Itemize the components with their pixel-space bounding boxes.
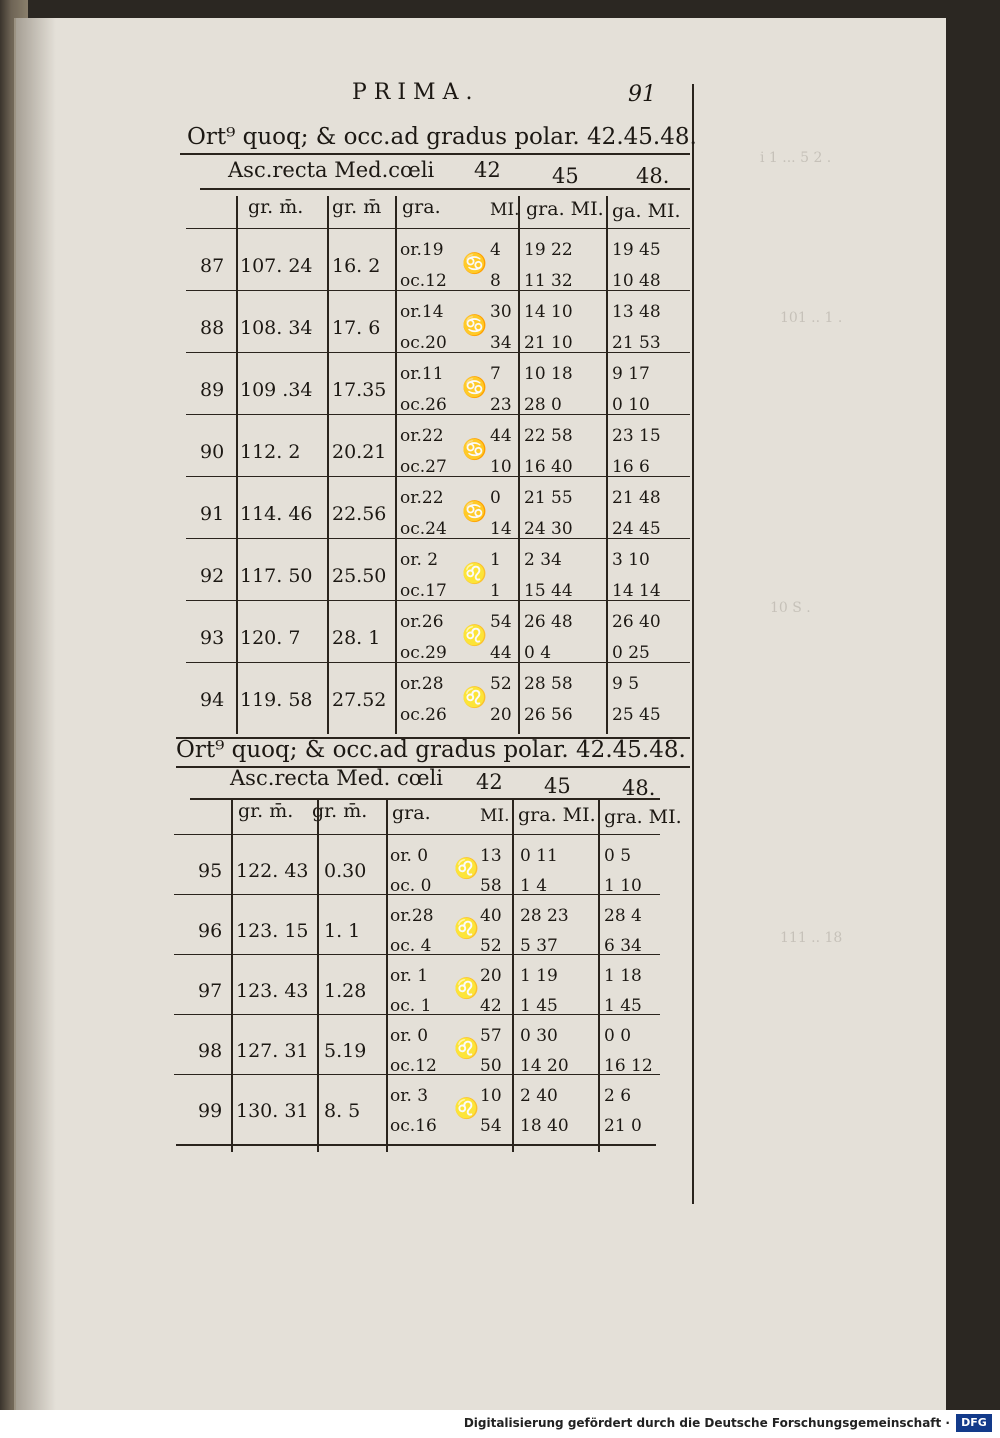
table2-subtitle-p2: 45: [544, 774, 571, 798]
ascensio-recta-value: 122. 43: [236, 860, 309, 882]
occasus-minutes: 20: [490, 705, 512, 725]
row-degree: 87: [200, 255, 225, 277]
row-degree: 98: [198, 1040, 223, 1062]
occasus-label: oc.27: [400, 457, 447, 477]
ascensio-recta-value: 120. 7: [240, 627, 301, 649]
polar48-occasus: 16 6: [612, 457, 650, 477]
table1-col-rule: [518, 196, 520, 734]
polar45-occasus: 1 4: [520, 876, 548, 896]
polar45-occasus: 28 0: [524, 395, 562, 415]
zodiac-sign-glyph: ♋: [462, 375, 487, 399]
table2-col-rule: [386, 798, 388, 1152]
table1-subtitle-p3: 48.: [636, 164, 670, 188]
table1-title-rule: [180, 153, 690, 155]
ortus-minutes: 7: [490, 364, 501, 384]
polar45-occasus: 24 30: [524, 519, 573, 539]
ascensio-recta-value: 114. 46: [240, 503, 313, 525]
ortus-label: or.28: [400, 674, 444, 694]
ascensio-recta-value: 127. 31: [236, 1040, 309, 1062]
table1-subtitle-p2: 45: [552, 164, 579, 188]
ortus-label: or. 0: [390, 846, 429, 866]
ortus-label: or. 1: [390, 966, 429, 986]
ortus-minutes: 57: [480, 1026, 502, 1046]
ascensio-recta-value: 119. 58: [240, 689, 313, 711]
polar45-ortus: 22 58: [524, 426, 573, 446]
row-degree: 97: [198, 980, 223, 1002]
table2-col-rule: [598, 798, 600, 1152]
table1-col-header: gr. m̄.: [248, 196, 304, 218]
table-row-rule: [186, 662, 690, 663]
table2-col-header: gra.: [392, 802, 431, 824]
digitization-footer: [0, 1410, 1000, 1438]
row-degree: 95: [198, 860, 223, 882]
medium-coeli-value: 8. 5: [324, 1100, 361, 1122]
row-degree: 92: [200, 565, 225, 587]
medium-coeli-value: 17.35: [332, 379, 387, 401]
polar45-ortus: 14 10: [524, 302, 573, 322]
polar45-occasus: 5 37: [520, 936, 558, 956]
table-row-rule: [186, 414, 690, 415]
polar45-ortus: 10 18: [524, 364, 573, 384]
zodiac-sign-glyph: ♌: [454, 916, 479, 940]
polar45-occasus: 18 40: [520, 1116, 569, 1136]
occasus-minutes: 8: [490, 271, 501, 291]
occasus-label: oc.26: [400, 395, 447, 415]
polar45-occasus: 0 4: [524, 643, 552, 663]
table1-col-header: gra. MI.: [526, 198, 604, 220]
table-row-rule: [186, 352, 690, 353]
ascensio-recta-value: 117. 50: [240, 565, 313, 587]
polar45-occasus: 21 10: [524, 333, 573, 353]
ascensio-recta-value: 108. 34: [240, 317, 313, 339]
polar48-ortus: 19 45: [612, 240, 661, 260]
occasus-minutes: 52: [480, 936, 502, 956]
polar48-ortus: 21 48: [612, 488, 661, 508]
table-row-rule: [174, 1014, 660, 1015]
table2-col-header: gra. MI.: [604, 806, 682, 828]
ascensio-recta-value: 109 .34: [240, 379, 313, 401]
zodiac-sign-glyph: ♌: [454, 1096, 479, 1120]
medium-coeli-value: 27.52: [332, 689, 387, 711]
occasus-label: oc.29: [400, 643, 447, 663]
zodiac-sign-glyph: ♋: [462, 437, 487, 461]
ortus-minutes: 52: [490, 674, 512, 694]
zodiac-sign-glyph: ♋: [462, 251, 487, 275]
table2-subtitle-asc: Asc.recta Med. cœli: [230, 766, 443, 790]
polar48-occasus: 21 53: [612, 333, 661, 353]
page-border-right: [692, 84, 694, 1204]
ascensio-recta-value: 112. 2: [240, 441, 301, 463]
table2-title: Ort⁹ quoq; & occ.ad gradus polar. 42.45.48.: [176, 737, 686, 763]
polar48-occasus: 0 10: [612, 395, 650, 415]
polar48-ortus: 0 0: [604, 1026, 632, 1046]
polar48-ortus: 28 4: [604, 906, 642, 926]
page-number: 91: [628, 82, 656, 107]
footer-credit: Digitalisierung gefördert durch die Deutsche Forschungsgemeinschaft ·: [463, 1416, 950, 1430]
ortus-minutes: 44: [490, 426, 512, 446]
table2-col-rule: [512, 798, 514, 1152]
polar45-occasus: 15 44: [524, 581, 573, 601]
row-degree: 88: [200, 317, 225, 339]
table-row-rule: [174, 834, 660, 835]
ortus-minutes: 13: [480, 846, 502, 866]
occasus-label: oc.12: [390, 1056, 437, 1076]
ortus-minutes: 20: [480, 966, 502, 986]
medium-coeli-value: 1.28: [324, 980, 367, 1002]
row-degree: 91: [200, 503, 225, 525]
table1-col-header: ga. MI.: [612, 200, 681, 222]
polar45-ortus: 1 19: [520, 966, 558, 986]
polar48-occasus: 21 0: [604, 1116, 642, 1136]
polar45-occasus: 16 40: [524, 457, 573, 477]
polar45-occasus: 1 45: [520, 996, 558, 1016]
polar45-ortus: 0 30: [520, 1026, 558, 1046]
occasus-minutes: 23: [490, 395, 512, 415]
table-row-rule: [186, 476, 690, 477]
ortus-label: or.26: [400, 612, 444, 632]
occasus-minutes: 50: [480, 1056, 502, 1076]
table-row-rule: [186, 538, 690, 539]
medium-coeli-value: 20.21: [332, 441, 387, 463]
polar45-ortus: 28 23: [520, 906, 569, 926]
polar48-ortus: 0 5: [604, 846, 632, 866]
ortus-minutes: 4: [490, 240, 501, 260]
ortus-minutes: 30: [490, 302, 512, 322]
table2-subtitle-p1: 42: [476, 770, 503, 794]
polar48-ortus: 3 10: [612, 550, 650, 570]
ortus-minutes: 1: [490, 550, 501, 570]
table1-col-rule: [327, 196, 329, 734]
polar45-ortus: 2 34: [524, 550, 562, 570]
ortus-label: or.22: [400, 488, 444, 508]
polar48-occasus: 10 48: [612, 271, 661, 291]
polar48-ortus: 26 40: [612, 612, 661, 632]
medium-coeli-value: 5.19: [324, 1040, 367, 1062]
table2-col-header: gra. MI.: [518, 804, 596, 826]
table2-col-header: gr. m̄.: [238, 800, 294, 822]
occasus-minutes: 54: [480, 1116, 502, 1136]
polar45-occasus: 26 56: [524, 705, 573, 725]
table-row-rule: [186, 228, 690, 229]
ortus-label: or.28: [390, 906, 434, 926]
zodiac-sign-glyph: ♌: [454, 976, 479, 1000]
table2-subtitle-p3: 48.: [622, 776, 656, 800]
table1-subtitle-p1: 42: [474, 158, 501, 182]
occasus-label: oc. 4: [390, 936, 432, 956]
occasus-label: oc.16: [390, 1116, 437, 1136]
bleed-through-text: 10 S .: [770, 600, 811, 616]
polar48-occasus: 16 12: [604, 1056, 653, 1076]
medium-coeli-value: 1. 1: [324, 920, 361, 942]
polar45-occasus: 14 20: [520, 1056, 569, 1076]
ortus-label: or. 3: [390, 1086, 429, 1106]
row-degree: 90: [200, 441, 225, 463]
polar45-ortus: 0 11: [520, 846, 558, 866]
table-row-rule: [174, 954, 660, 955]
polar48-ortus: 9 17: [612, 364, 650, 384]
medium-coeli-value: 17. 6: [332, 317, 381, 339]
table1-title: Ort⁹ quoq; & occ.ad gradus polar. 42.45.48.: [187, 124, 697, 150]
ortus-minutes: 54: [490, 612, 512, 632]
table2-col-header: gr. m̄.: [312, 800, 368, 822]
polar45-ortus: 26 48: [524, 612, 573, 632]
zodiac-sign-glyph: ♋: [462, 313, 487, 337]
medium-coeli-value: 25.50: [332, 565, 387, 587]
bleed-through-text: i 1 ... 5 2 .: [760, 150, 832, 166]
polar48-occasus: 6 34: [604, 936, 642, 956]
ascensio-recta-value: 123. 15: [236, 920, 309, 942]
occasus-minutes: 14: [490, 519, 512, 539]
polar48-occasus: 24 45: [612, 519, 661, 539]
polar48-occasus: 1 10: [604, 876, 642, 896]
polar45-ortus: 28 58: [524, 674, 573, 694]
table-row-rule: [174, 894, 660, 895]
table2-bottom-rule: [176, 1144, 656, 1146]
table2-col-rule: [317, 798, 319, 1152]
table-row-rule: [186, 600, 690, 601]
table2-col-rule: [231, 798, 233, 1152]
polar48-ortus: 1 18: [604, 966, 642, 986]
bleed-through-text: 101 .. 1 .: [780, 310, 843, 326]
gutter-shadow: [16, 18, 56, 1410]
ortus-label: or.11: [400, 364, 444, 384]
ortus-minutes: 40: [480, 906, 502, 926]
table-row-rule: [174, 1074, 660, 1075]
ortus-label: or.14: [400, 302, 444, 322]
table1-subtitle-asc: Asc.recta Med.cœli: [228, 158, 435, 182]
occasus-minutes: 58: [480, 876, 502, 896]
ortus-label: or. 2: [400, 550, 439, 570]
polar48-occasus: 14 14: [612, 581, 661, 601]
polar45-ortus: 19 22: [524, 240, 573, 260]
table2-col-header: MI.: [480, 806, 510, 826]
table1-subtitle-rule: [200, 188, 690, 190]
row-degree: 99: [198, 1100, 223, 1122]
ascensio-recta-value: 123. 43: [236, 980, 309, 1002]
table-row-rule: [186, 290, 690, 291]
polar45-occasus: 11 32: [524, 271, 573, 291]
occasus-label: oc. 1: [390, 996, 432, 1016]
occasus-minutes: 1: [490, 581, 501, 601]
dfg-logo: DFG: [956, 1414, 992, 1432]
polar48-ortus: 13 48: [612, 302, 661, 322]
polar48-occasus: 1 45: [604, 996, 642, 1016]
occasus-minutes: 44: [490, 643, 512, 663]
running-head: PRIMA.: [352, 80, 480, 105]
medium-coeli-value: 28. 1: [332, 627, 381, 649]
ortus-label: or.19: [400, 240, 444, 260]
table1-col-rule: [606, 196, 608, 734]
row-degree: 93: [200, 627, 225, 649]
row-degree: 96: [198, 920, 223, 942]
ortus-label: or.22: [400, 426, 444, 446]
zodiac-sign-glyph: ♌: [454, 856, 479, 880]
polar45-ortus: 21 55: [524, 488, 573, 508]
table1-col-header: MI.: [490, 200, 520, 220]
ortus-minutes: 10: [480, 1086, 502, 1106]
occasus-label: oc.17: [400, 581, 447, 601]
zodiac-sign-glyph: ♋: [462, 499, 487, 523]
occasus-label: oc.20: [400, 333, 447, 353]
occasus-label: oc.24: [400, 519, 447, 539]
polar48-occasus: 0 25: [612, 643, 650, 663]
zodiac-sign-glyph: ♌: [454, 1036, 479, 1060]
table1-col-rule: [236, 196, 238, 734]
polar48-ortus: 9 5: [612, 674, 640, 694]
table1-col-header: gra.: [402, 196, 441, 218]
table1-col-rule: [395, 196, 397, 734]
ascensio-recta-value: 107. 24: [240, 255, 313, 277]
ortus-minutes: 0: [490, 488, 501, 508]
medium-coeli-value: 16. 2: [332, 255, 381, 277]
polar48-occasus: 25 45: [612, 705, 661, 725]
table1-col-header: gr. m̄: [332, 196, 382, 218]
row-degree: 94: [200, 689, 225, 711]
row-degree: 89: [200, 379, 225, 401]
occasus-label: oc. 0: [390, 876, 432, 896]
polar45-ortus: 2 40: [520, 1086, 558, 1106]
medium-coeli-value: 0.30: [324, 860, 367, 882]
occasus-label: oc.26: [400, 705, 447, 725]
occasus-minutes: 42: [480, 996, 502, 1016]
polar48-ortus: 23 15: [612, 426, 661, 446]
zodiac-sign-glyph: ♌: [462, 561, 487, 585]
occasus-minutes: 34: [490, 333, 512, 353]
bleed-through-text: 111 .. 18: [780, 930, 843, 946]
book-page: [14, 18, 946, 1410]
occasus-label: oc.12: [400, 271, 447, 291]
zodiac-sign-glyph: ♌: [462, 623, 487, 647]
polar48-ortus: 2 6: [604, 1086, 632, 1106]
occasus-minutes: 10: [490, 457, 512, 477]
ascensio-recta-value: 130. 31: [236, 1100, 309, 1122]
ortus-label: or. 0: [390, 1026, 429, 1046]
medium-coeli-value: 22.56: [332, 503, 387, 525]
zodiac-sign-glyph: ♌: [462, 685, 487, 709]
